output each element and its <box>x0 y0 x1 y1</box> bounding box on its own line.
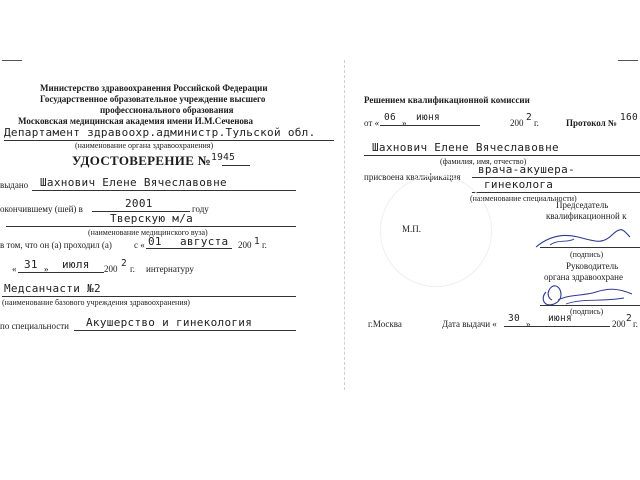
head-signature-line <box>540 305 640 306</box>
institution-caption: (наименование медицинского вуза) <box>88 228 208 237</box>
start-month: августа <box>180 235 229 248</box>
start-year-prefix: 200 <box>238 240 252 250</box>
chair-title-2: квалификационной к <box>546 211 627 221</box>
cert-number-underline <box>222 165 250 166</box>
internship-word: интернатуру <box>146 264 194 274</box>
stamp-label: М.П. <box>402 224 422 234</box>
start-day: 01 <box>148 235 162 248</box>
issue-day: 30 <box>508 313 521 324</box>
decision-close-quote: » <box>402 118 407 128</box>
department-value: Департамент здравоохр.администр.Тульской обл. <box>4 126 316 139</box>
decision-from-label: от « <box>364 118 380 128</box>
qualification-line1: врача-акушера- <box>478 163 575 176</box>
chair-title: Председатель <box>556 200 609 210</box>
issue-year-abbr: г. <box>633 319 638 329</box>
graduated-label: окончившему (шей) в <box>0 204 83 214</box>
start-date-underline <box>146 248 232 249</box>
issue-year-digit: 2 <box>626 313 633 324</box>
holder-name: Шахнович Елене Вячеславовне <box>372 141 559 154</box>
base-institution-underline <box>2 296 296 297</box>
institution-name: Тверскую м/а <box>110 212 194 225</box>
base-institution: Медсанчасти №2 <box>4 282 101 295</box>
decision-date-underline <box>380 125 480 126</box>
qualification-caption: (наименование специальности) <box>470 194 577 203</box>
holder-name-caption: (фамилия, имя, отчество) <box>440 157 527 166</box>
institution-underline <box>6 226 296 227</box>
start-year-abbr: г. <box>262 240 267 250</box>
department-caption: (наименование органа здравоохранения) <box>75 141 214 150</box>
end-year-prefix: 200 <box>104 264 118 274</box>
year-word: году <box>192 204 209 214</box>
head-signature-caption: (подпись) <box>570 307 604 316</box>
corner-mark-left <box>2 60 22 61</box>
issued-label: выдано <box>0 180 29 190</box>
faint-seal-circle <box>380 175 492 287</box>
issue-year-prefix: 200 <box>612 319 626 329</box>
recipient-name: Шахнович Елене Вячеславовне <box>40 176 227 189</box>
fold-line <box>344 60 345 390</box>
issue-close-quote: » <box>526 319 531 329</box>
specialty-value: Акушерство и гинекология <box>86 316 253 329</box>
head-title: Руководитель <box>566 261 619 271</box>
document-title <box>72 154 235 168</box>
from-text: с « <box>134 240 145 250</box>
header-institution: Государственное образовательное учреждение высшего <box>40 94 266 104</box>
issue-date-underline <box>504 326 610 327</box>
qualification-line2: гинеколога <box>484 178 554 191</box>
end-day: 31 <box>24 258 38 271</box>
base-institution-caption: (наименование базового учреждения здравоохранения) <box>2 298 190 307</box>
end-open-quote: « <box>12 264 17 274</box>
start-year-digit: 1 <box>254 236 261 247</box>
issue-month: июня <box>548 313 573 324</box>
head-title-2: органа здравоохране <box>544 272 623 282</box>
header-academy: Московская медицинская академия имени И.М.Сеченова <box>18 116 254 126</box>
decision-year-digit: 2 <box>526 112 533 123</box>
header-education: профессионального образования <box>100 105 234 115</box>
decision-day: 06 <box>384 112 397 123</box>
chair-signature-caption: (подпись) <box>570 250 604 259</box>
end-year-digit: 2 <box>121 258 128 269</box>
specialty-underline <box>74 330 296 331</box>
qualification-underline2 <box>472 192 640 193</box>
decision-year-abbr: г. <box>534 118 539 128</box>
end-date-underline <box>18 272 104 273</box>
graduation-year: 2001 <box>125 197 153 210</box>
end-month: июля <box>62 258 90 271</box>
end-close-quote: » <box>44 264 49 274</box>
header-ministry: Министерство здравоохранения Российской Федерации <box>40 83 268 93</box>
decision-year-prefix: 200 <box>510 118 524 128</box>
protocol-label: Протокол № <box>566 118 617 128</box>
decision-month: июня <box>416 112 441 123</box>
end-year-abbr: г. <box>130 264 135 274</box>
issue-date-label: Дата выдачи « <box>442 319 497 329</box>
corner-mark-right <box>618 60 638 61</box>
city: г.Москва <box>368 319 402 329</box>
passed-text: в том, что он (а) проходил (а) <box>0 240 112 250</box>
certificate-number: 1945 <box>211 152 236 163</box>
specialty-label: по специальности <box>0 321 69 331</box>
qualification-label: присвоена квалификация <box>364 172 461 182</box>
holder-name-underline <box>364 155 640 156</box>
protocol-number: 160 <box>620 112 639 123</box>
commission-decision: Решением квалификационной комиссии <box>364 95 530 105</box>
chair-signature-line <box>540 247 640 248</box>
title-label: УДОСТОВЕРЕНИЕ № <box>72 153 212 168</box>
recipient-underline <box>32 190 296 191</box>
